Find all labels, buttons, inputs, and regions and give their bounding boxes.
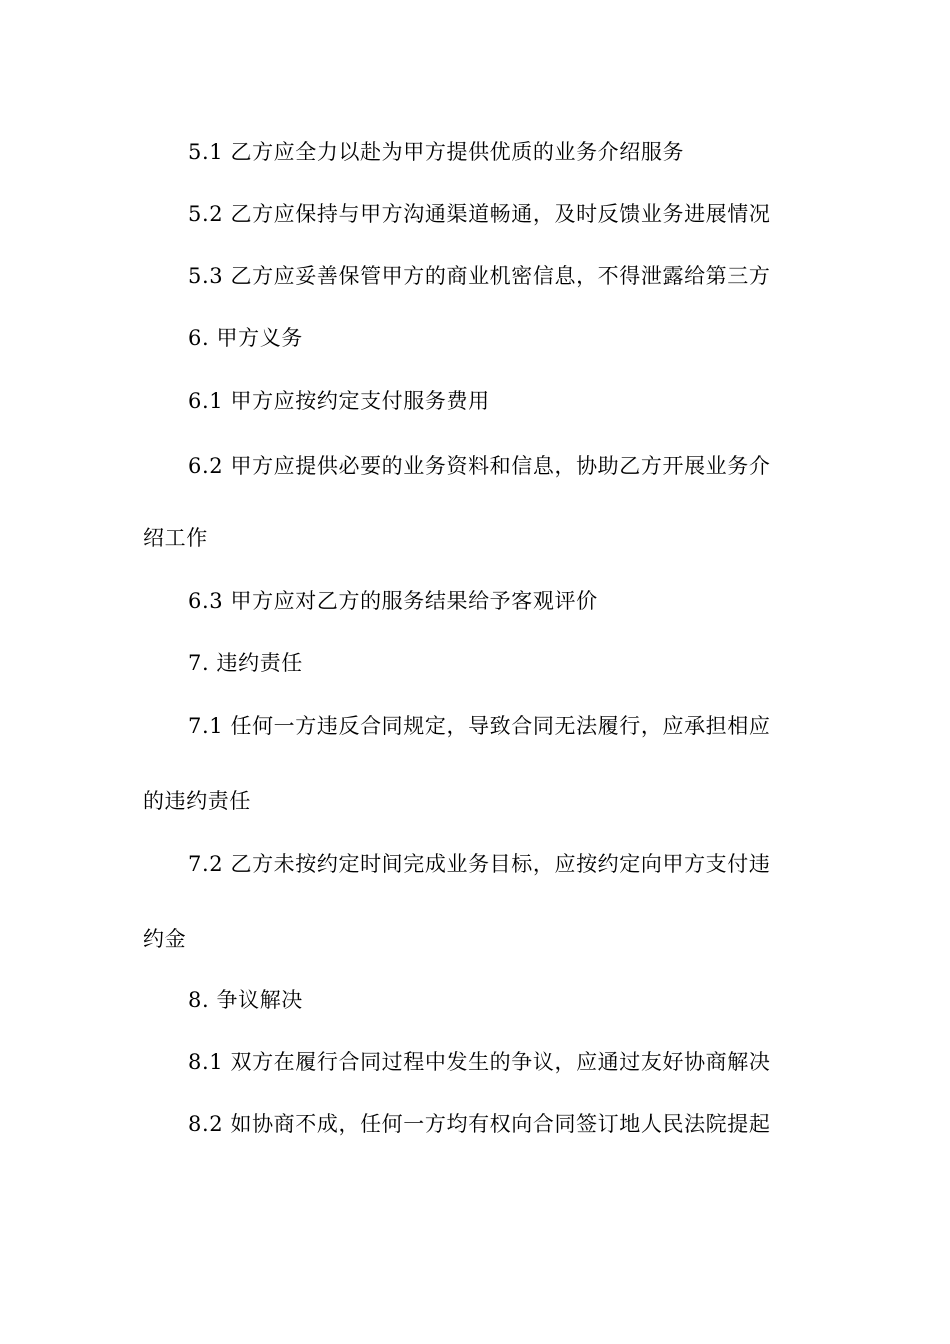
clause-6-1: 6.1 甲方应按约定支付服务费用 — [188, 389, 490, 413]
clause-8-1: 8.1 双方在履行合同过程中发生的争议，应通过友好协商解决 — [188, 1050, 771, 1074]
clause-7-2: 7.2 乙方未按约定时间完成业务目标，应按约定向甲方支付违 — [188, 852, 771, 876]
section-6-heading: 6. 甲方义务 — [188, 326, 303, 350]
section-7-heading: 7. 违约责任 — [188, 651, 303, 675]
clause-7-1: 7.1 任何一方违反合同规定，导致合同无法履行，应承担相应 — [188, 714, 771, 738]
clause-8-2: 8.2 如协商不成，任何一方均有权向合同签订地人民法院提起 — [188, 1112, 771, 1136]
section-8-heading: 8. 争议解决 — [188, 988, 303, 1012]
clause-6-3: 6.3 甲方应对乙方的服务结果给予客观评价 — [188, 589, 598, 613]
clause-5-1: 5.1 乙方应全力以赴为甲方提供优质的业务介绍服务 — [188, 140, 685, 164]
clause-5-3: 5.3 乙方应妥善保管甲方的商业机密信息，不得泄露给第三方 — [188, 264, 771, 288]
clause-6-2: 6.2 甲方应提供必要的业务资料和信息，协助乙方开展业务介 — [188, 454, 771, 478]
clause-7-2-continuation: 约金 — [143, 927, 187, 951]
clause-7-1-continuation: 的违约责任 — [143, 789, 251, 813]
clause-6-2-continuation: 绍工作 — [143, 526, 208, 550]
clause-5-2: 5.2 乙方应保持与甲方沟通渠道畅通，及时反馈业务进展情况 — [188, 202, 771, 226]
